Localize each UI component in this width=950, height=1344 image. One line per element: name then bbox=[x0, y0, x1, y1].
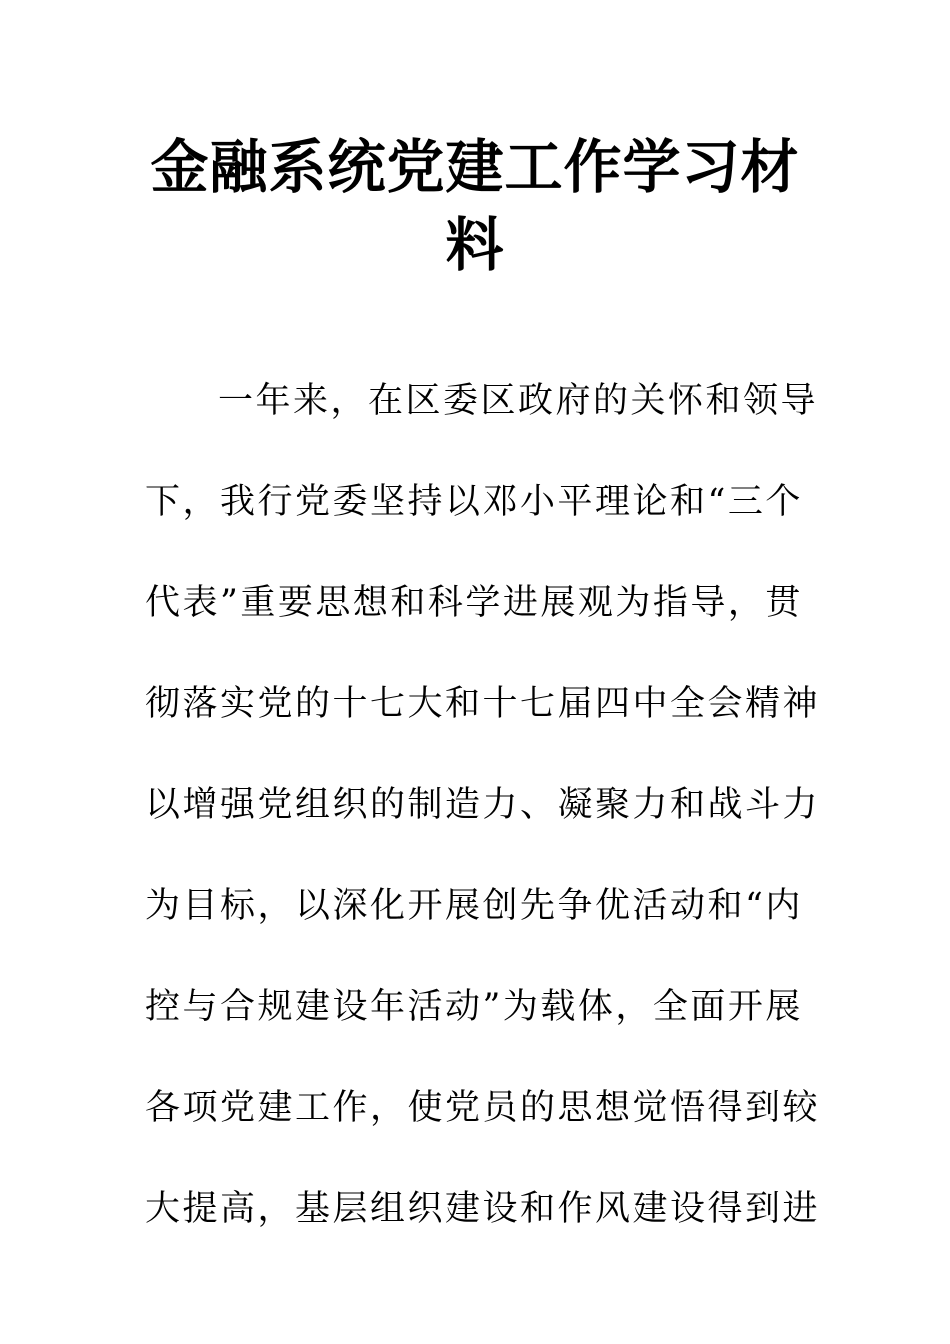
paragraph-line: 各项党建工作，使党员的思想觉悟得到较 bbox=[145, 1088, 821, 1128]
title-line: 金融系统党建工作学习材 bbox=[150, 133, 800, 201]
title-line: 料 bbox=[445, 211, 505, 279]
document-title bbox=[145, 128, 805, 284]
paragraph-line: 一年来，在区委区政府的关怀和领导 bbox=[218, 381, 819, 421]
paragraph-line: 代表”重要思想和科学进展观为指导，贯 bbox=[145, 583, 803, 623]
document-body bbox=[145, 372, 821, 1281]
paragraph-line: 下，我行党委坚持以邓小平理论和“三个 bbox=[145, 482, 803, 522]
paragraph-line: 控与合规建设年活动”为载体，全面开展 bbox=[145, 987, 803, 1027]
paragraph-line: 为目标，以深化开展创先争优活动和“内 bbox=[145, 886, 803, 926]
paragraph-line: 彻落实党的十七大和十七届四中全会精神 bbox=[145, 684, 821, 724]
paragraph-line: 以增强党组织的制造力、凝聚力和战斗力 bbox=[145, 785, 821, 825]
paragraph-line: 大提高，基层组织建设和作风建设得到进 bbox=[145, 1189, 821, 1229]
